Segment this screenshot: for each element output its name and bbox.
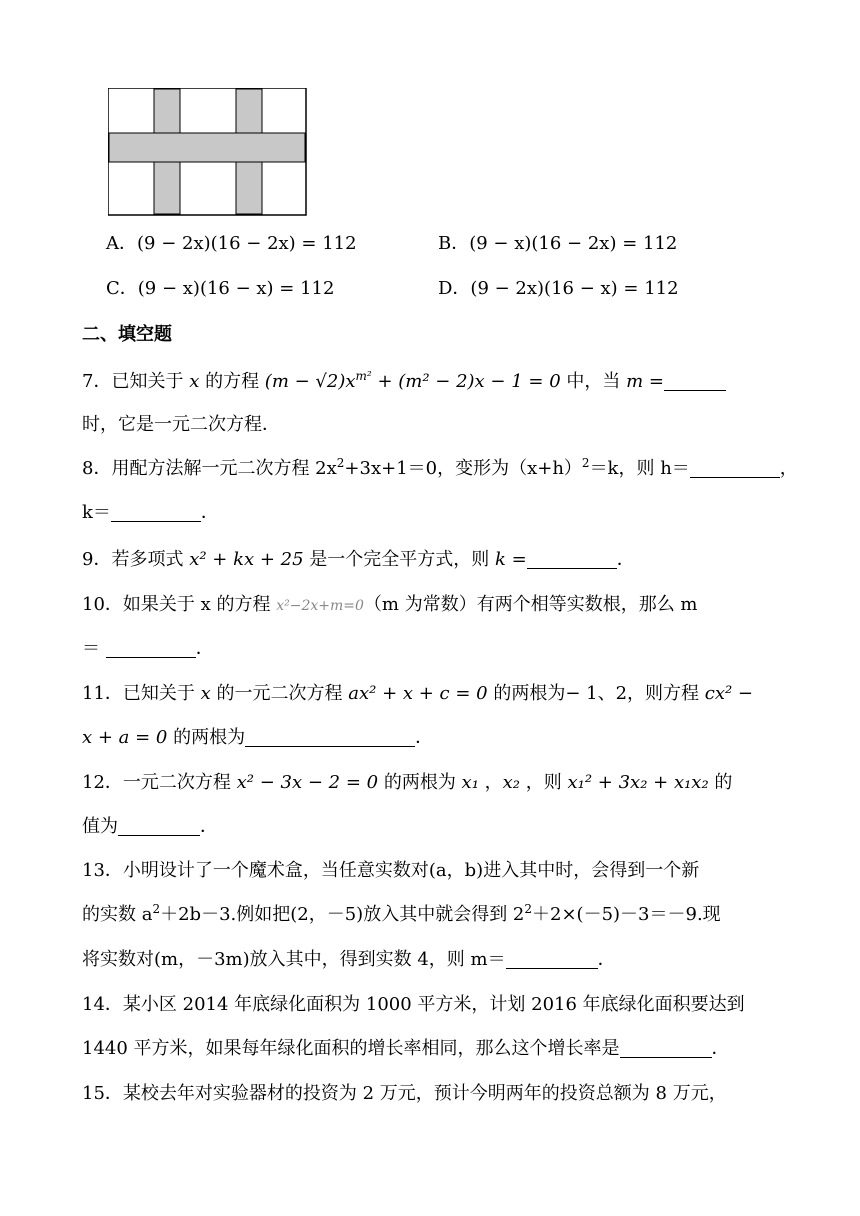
answer-blank-10[interactable] [106, 635, 196, 658]
option-c: C．(9 − x)(16 − x) = 112 [106, 278, 335, 299]
question-7-line2: 时，它是一元二次方程． [82, 414, 280, 435]
option-b: B．(9 − x)(16 − 2x) = 112 [438, 233, 678, 254]
answer-blank-14[interactable] [620, 1035, 712, 1058]
question-8-line2: k＝ ． [82, 498, 219, 528]
question-12-line2: 值为 ． [82, 812, 218, 842]
answer-blank-8-k[interactable] [111, 499, 201, 522]
grid-figure [108, 88, 308, 218]
option-a: A．(9 − 2x)(16 − 2x) = 112 [106, 233, 357, 254]
question-11-line2: x + a = 0 的两根为 ． [82, 723, 433, 753]
answer-blank-13[interactable] [506, 946, 598, 969]
question-13-line1: 13．小明设计了一个魔术盒，当任意实数对(a，b)进入其中时，会得到一个新 [82, 860, 700, 881]
question-8-line1: 8．用配方法解一元二次方程 $2x^2+3x+1=0$，变形为$(x+h)^2=k$，则 h＝ ， [82, 456, 798, 479]
question-12-line1: 12．一元二次方程 x² − 3x − 2 = 0 的两根为 x₁ ，x₂ ，则 x₁² + 3x₂ + x₁x₂ 的 [82, 772, 733, 793]
question-15-line1: 15．某校去年对实验器材的投资为 2 万元，预计今明两年的投资总额为 8 万元， [82, 1083, 727, 1104]
question-7-line1: 7．已知关于 x 的方程 $(m - √2)x^{m^2} + (m^2 - 2)x - 1 = 0$ 中，当 m = [82, 367, 726, 397]
horizontal-strip [109, 133, 305, 162]
question-13-line2: 的实数 $a^2+2b-3$.例如把(2，－5)放入其中就会得到 $2^2+2\times(-5)-3=-9$.现 [82, 902, 721, 925]
answer-blank-7[interactable] [664, 368, 726, 391]
answer-blank-8-h[interactable] [690, 455, 780, 478]
question-13-line3: 将实数对(m，－3m)放入其中，得到实数 4，则 m＝ ． [82, 945, 616, 975]
question-14-line1: 14．某小区 2014 年底绿化面积为 1000 平方米，计划 2016 年底绿化面积要达到 [82, 994, 745, 1015]
question-9: 9．若多项式 x² + kx + 25 是一个完全平方式，则 k = ． [82, 545, 635, 575]
answer-blank-9[interactable] [527, 546, 617, 569]
question-14-line2: 1440 平方米，如果每年绿化面积的增长率相同，那么这个增长率是 ． [82, 1034, 730, 1064]
section-title: 二、填空题 [82, 324, 172, 345]
question-10-line1: 10．如果关于 x 的方程 x²−2x+m=0（m 为常数）有两个相等实数根，那么 m [82, 594, 698, 615]
answer-blank-12[interactable] [118, 813, 200, 836]
question-10-line2: ＝ ． [82, 634, 214, 664]
answer-blank-11[interactable] [245, 724, 415, 747]
question-11-line1: 11．已知关于 x 的一元二次方程 ax² + x + c = 0 的两根为− 1、2，则方程 cx² − [82, 683, 754, 704]
option-d: D．(9 − 2x)(16 − x) = 112 [438, 278, 679, 299]
